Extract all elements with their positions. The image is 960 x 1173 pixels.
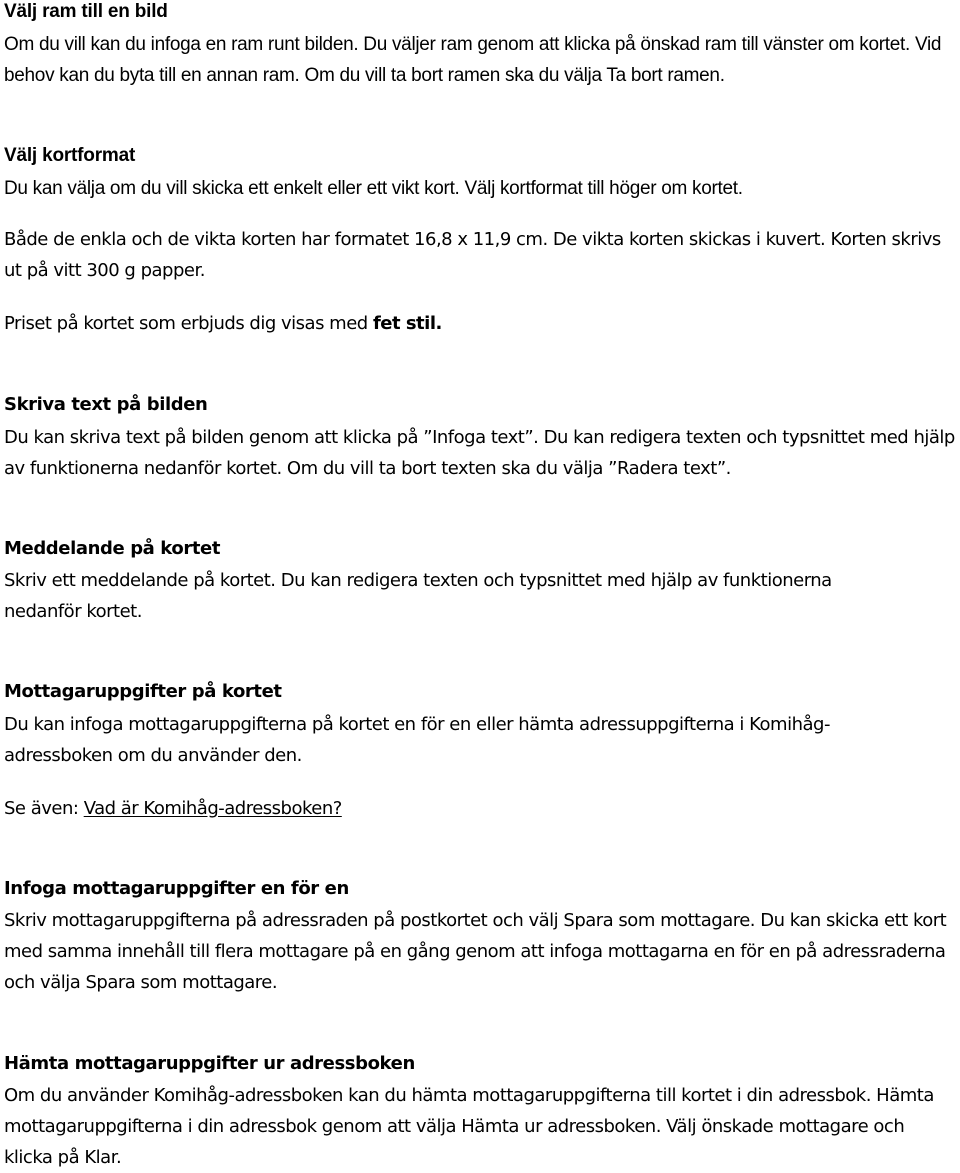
address-book-help-link[interactable]: Vad är Komihåg-adressboken? (83, 798, 342, 819)
see-also-line (4, 793, 952, 824)
section-heading-card-format: Välj kortformat (4, 145, 136, 166)
section-text-fetch-recipients: Om du använder Komihåg-adressboken kan du hämta mottagaruppgifterna till kortet i din adressbok. Hämta mottagaruppgifterna i din adressbok genom att välja Hämta ur adressboken. Välj önskade mottagare och klicka på Klar. (4, 1085, 934, 1168)
card-price-text: Priset på kortet som erbjuds dig visas med (4, 313, 373, 334)
section-text-card-format: Du kan välja om du vill skicka ett enkelt eller ett vikt kort. Välj kortformat till höger om kortet. (4, 178, 743, 199)
card-format-size-paragraph: Både de enkla och de vikta korten har formatet 16,8 x 11,9 cm. De vikta korten skickas i kuvert. Korten skrivs ut på vitt 300 g papper. (4, 229, 941, 281)
section-text-recipient-info: Du kan infoga mottagaruppgifterna på kortet en för en eller hämta adressuppgifterna i Komihåg-adressboken om du använder den. (4, 714, 830, 766)
section-text-message: Skriv ett meddelande på kortet. Du kan redigera texten och typsnittet med hjälp av funktionerna nedanför kortet. (4, 570, 832, 622)
card-price-bold-text: fet stil. (372, 313, 442, 334)
see-also-label: Se även: (4, 798, 84, 819)
section-text-write-text: Du kan skriva text på bilden genom att klicka på ”Infoga text”. Du kan redigera texten och typsnittet med hjälp av funktionerna nedanför kortet. Om du vill ta bort texten ska du välja ”Radera text”. (4, 427, 955, 479)
section-heading-message: Meddelande på kortet (4, 538, 221, 559)
section-heading-recipient-info: Mottagaruppgifter på kortet (4, 681, 282, 702)
section-heading-write-text: Skriva text på bilden (4, 394, 208, 415)
section-heading-fetch-recipients: Hämta mottagaruppgifter ur adressboken (4, 1053, 415, 1074)
section-heading-frame: Välj ram till en bild (4, 1, 168, 22)
section-text-insert-recipients: Skriv mottagaruppgifterna på adressraden på postkortet och välj Spara som mottagare. Du kan skicka ett kort med samma innehåll till flera mottagare på en gång genom att infoga mottagarna en för en på adressraderna och välja Spara som mottagare. (4, 910, 947, 993)
section-heading-insert-recipients: Infoga mottagaruppgifter en för en (4, 878, 349, 899)
section-text-frame: Om du vill kan du infoga en ram runt bilden. Du väljer ram genom att klicka på önskad ram till vänster om kortet. Vid behov kan du byta till en annan ram. Om du vill ta bort ramen ska du välja Ta bort ramen. (4, 34, 942, 86)
card-price-paragraph (4, 308, 952, 339)
